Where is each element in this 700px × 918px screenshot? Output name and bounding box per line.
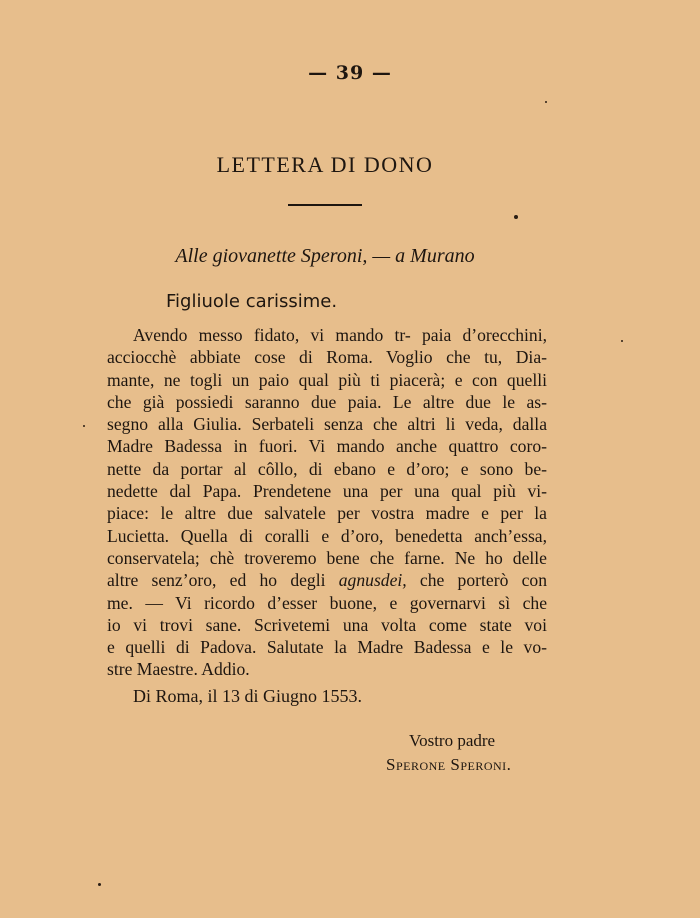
agnusdei-italic: agnusdei, [338,570,407,591]
body-line: nedette dal Papa. Prendetene una per una qual più vi- [107,481,547,502]
body-line: me. — Vi ricordo d’esser buone, e governarvi sì che [107,592,547,613]
body-line: conservatela; chè troveremo bene che farne. Ne ho delle [107,547,547,568]
body-line: piace: le altre due salvatele per vostra madre e per la [107,503,547,524]
print-speck [514,215,518,219]
salutation: Figliuole carissime. [166,291,338,312]
title-rule [288,204,362,206]
date-line: Di Roma, il 13 di Giugno 1553. [133,686,362,706]
body-line-with-italic [107,569,547,591]
print-speck [98,883,101,886]
body-line-head: altre senz’oro, ed ho degli [107,570,339,591]
closing: Vostro padre [409,731,496,750]
body-line: Madre Badessa in fuori. Vi mando anche quattro coro- [107,436,547,457]
body-line: segno alla Giulia. Serbateli senza che altri li veda, dalla [107,414,547,435]
body-line: stre Maestre. Addio. [107,659,250,680]
body-line: e quelli di Padova. Salutate la Madre Badessa e le vo- [107,637,547,658]
letter-body [107,324,547,681]
body-line: Lucietta. Quella di coralli e d’oro, benedetta anch’essa, [107,525,547,546]
body-line: mante, ne togli un paio qual più ti piacerà; e con quelli [107,369,547,390]
body-line: Avendo messo fidato, vi mando tr- paia d’orecchini, [133,325,547,345]
page-number: — 39 — [308,62,392,84]
body-line: che già possiedi saranno due paia. Le altre due le as- [107,391,547,412]
letter-title: LETTERA DI DONO [216,152,434,177]
dedication: Alle giovanette Speroni, — a Murano [175,245,475,267]
print-speck [621,340,623,342]
print-speck [545,101,547,103]
body-line: nette da portar al côllo, di ebano e d’oro; e sono be- [107,458,547,479]
body-line: acciocchè abbiate cose di Roma. Voglio che tu, Dia- [107,347,547,368]
body-line-tail: che porterò con [406,570,547,591]
print-speck [83,425,85,427]
signature: Sperone Speroni. [386,755,512,774]
body-line: io vi trovi sane. Scrivetemi una volta come state voi [107,614,547,635]
